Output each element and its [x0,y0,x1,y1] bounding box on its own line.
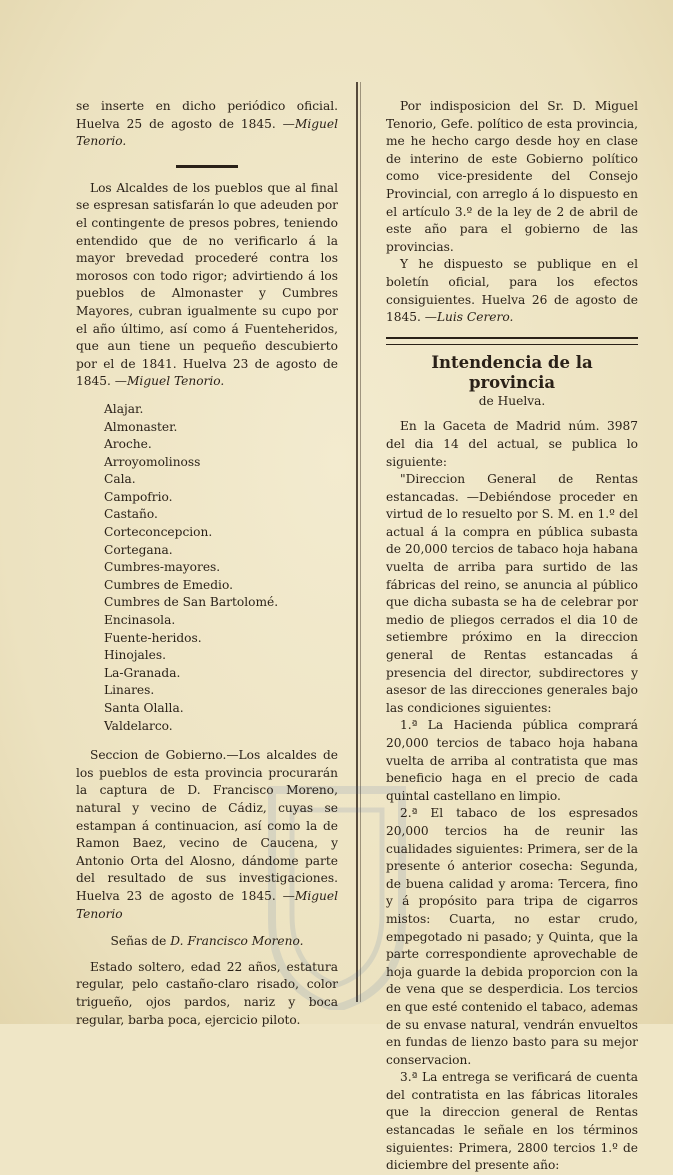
town-item: Valdelarco. [104,718,173,733]
condition-3: 3.ª La entrega se verificará de cuenta del contratista en las fábricas litorales que la direccion general de Rentas estancadas le señale en los términos siguientes: Primera, 2800 tercios 1.º de diciembre del presente año: [386,1070,638,1173]
right-column [386,98,638,1175]
dispuesto-paragraph [386,256,638,326]
town-item: Santa Olalla. [104,701,184,715]
section-double-rule [386,337,638,345]
section-rule [176,165,238,168]
section-title: Intendencia de la provincia [431,352,593,392]
senas-name: D. Francisco Moreno. [170,934,304,949]
gobierno-paragraph [76,747,338,923]
senas-heading [76,933,338,951]
town-item: Cortegana. [104,542,173,557]
town-item: Hinojales. [104,648,166,663]
town-item: Campofrio. [104,489,173,504]
dispuesto-signature: —Luis Cerero. [424,310,514,325]
town-item: Cumbres de San Bartolomé. [104,595,279,610]
direccion-paragraph: "Direccion General de Rentas estancadas. —Debiéndose proceder en virtud de lo resuelto por S. M. en 1.º del actual á la compra en pública subasta de 20,000 tercios de tabaco hoja habana vuelta de arriba para surtido de las fábricas del reino, se anuncia al público que dicha subasta se ha de celebrar por medio de pliegos cerrados el dia 10 de setiembre próximo en la direccion general de Rentas estancadas á presencia del director, subdirectores y asesor de las direcciones generales bajo las condiciones siguientes: [386,472,638,715]
senas-paragraph: Estado soltero, edad 22 años, estatura regular, pelo castaño-claro risado, color trigueño, ojos pardos, nariz y boca regular, barba poca, ejercicio piloto. [76,959,338,1027]
town-item: Cala. [104,472,136,487]
towns-list [104,401,338,735]
left-column [76,98,338,1029]
section-subtitle: de Huelva. [478,393,546,408]
indisposicion-paragraph: Por indisposicion del Sr. D. Miguel Tenorio, Gefe. político de esta provincia, me he hecho cargo desde hoy en clase de interino de este Gobierno político como vice-presidente del Consejo Provincial, con arreglo á lo dispuesto en el artículo 3.º de la ley de 2 de abril de este año para el gobierno de las provincias. [386,99,638,254]
town-item: La-Granada. [104,665,181,680]
alcaldes-signature: —Miguel Tenorio. [114,374,225,389]
town-item: Cumbres de Emedio. [104,577,233,592]
alcaldes-text: Los Alcaldes de los pueblos que al final se espresan satisfarán lo que adeuden por el contingente de presos pobres, teniendo entendido que de no verificarlo á la mayor brevedad procederé contra los morosos con todo rigor; advirtiendo á los pueblos de Almonaster y Cumbres Mayores, cubran igualmente su cupo por el año último, así como á Fuenteheridos, que aun tiene un pequeño descubierto por el de 1841. Huelva 23 de agosto de 1845. [76,180,338,389]
town-item: Arroyomolinoss [104,454,201,469]
dispuesto-text: Y he dispuesto se publique en el boletín oficial, para los efectos consiguientes. Huelva 26 de agosto de 1845. [386,257,638,325]
condition-2: 2.ª El tabaco de los espresados 20,000 tercios ha de reunir las cualidades siguientes: Primera, ser de la presente ó anterior cosecha: Segunda, de buena calidad y aroma: Tercera, fino y á propósito para tripa de cigarros mistos: Cuarta, no estar crudo, empegotado ni pasado; y Quinta, que la parte correspondiente aprovechable de hoja guarde la debida proporcion con la de vena que se desperdicia. Los tercios en que esté contenido el tabaco, ademas de su envase natural, vendrán envueltos en fundas de lienzo basto para su mejor conservacion. [386,806,638,1067]
alcaldes-paragraph [76,180,338,391]
town-item: Fuente-heridos. [104,630,202,645]
town-item: Alajar. [104,401,144,416]
senas-label: Señas de [110,934,171,949]
town-item: Aroche. [104,437,152,452]
gaceta-paragraph: En la Gaceta de Madrid núm. 3987 del dia 14 del actual, se publica lo siguiente: [386,419,638,469]
intro-text: se inserte en dicho periódico oficial. Huelva 25 de agosto de 1845. [76,99,338,131]
town-item: Almonaster. [104,419,178,434]
gobierno-text: Seccion de Gobierno.—Los alcaldes de los pueblos de esta provincia procurarán la captura de D. Francisco Moreno, natural y vecino de Cádiz, cuyas se estampan á continuacion, así como la de Ramon Baez, vecino de Caucena, y Antonio Orta del Alosno, dándome parte del resultado de sus investigaciones. Huelva 23 de agosto de 1845. [76,748,338,903]
condition-1: 1.ª La Hacienda pública comprará 20,000 tercios de tabaco hoja habana vuelta de arriba al contratista que mas beneficio haga en el precio de cada quintal castellano en limpio. [386,718,638,803]
intro-signature: —Miguel Tenorio. [76,116,338,149]
gobierno-signature: —Miguel Tenorio [76,888,338,921]
town-item: Linares. [104,683,155,698]
town-item: Cumbres-mayores. [104,560,221,575]
intro-paragraph [76,98,338,151]
town-item: Corteconcepcion. [104,525,213,540]
town-item: Castaño. [104,507,158,522]
town-item: Encinasola. [104,613,176,628]
